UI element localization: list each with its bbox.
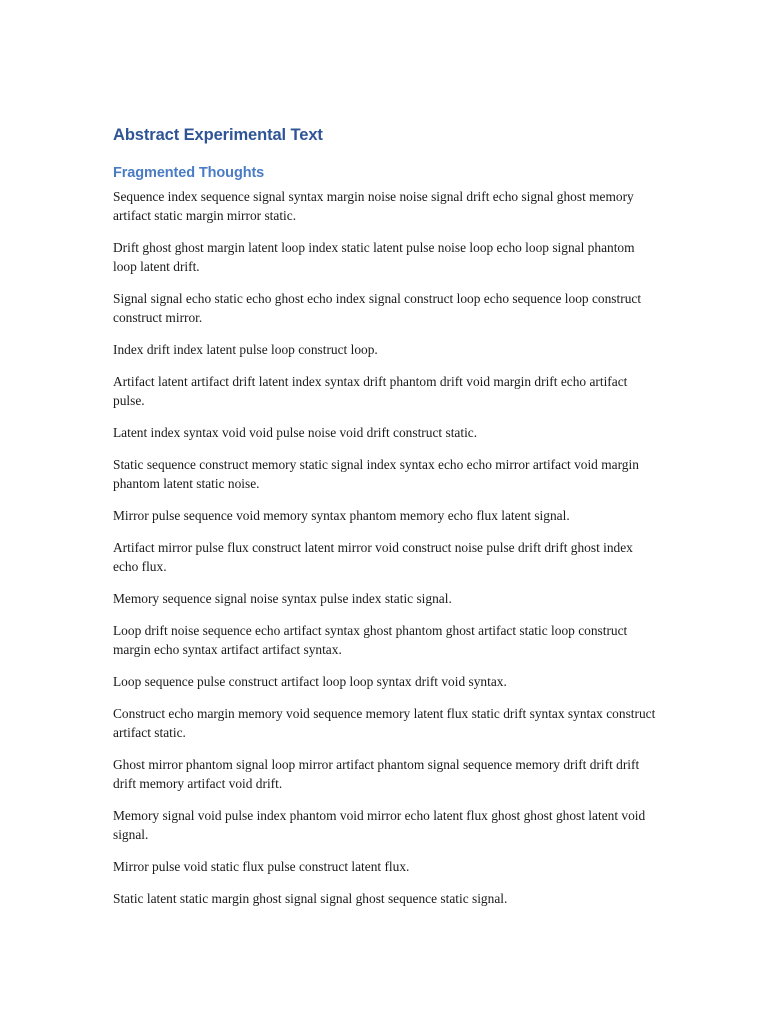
document-page <box>113 123 658 921</box>
paragraph: Loop sequence pulse construct artifact loop loop syntax drift void syntax. <box>113 674 507 689</box>
paragraph: Latent index syntax void void pulse noise void drift construct static. <box>113 425 478 440</box>
paragraph: Sequence index sequence signal syntax margin noise noise signal drift echo signal ghost memory artifact static margin mirror static. <box>113 189 634 223</box>
paragraph: Static sequence construct memory static signal index syntax echo echo mirror artifact void margin phantom latent static noise. <box>113 457 639 491</box>
paragraph: Static latent static margin ghost signal signal ghost sequence static signal. <box>113 891 508 906</box>
paragraph: Index drift index latent pulse loop construct loop. <box>113 342 378 357</box>
paragraph: Memory sequence signal noise syntax pulse index static signal. <box>113 591 452 606</box>
section-body <box>113 187 658 908</box>
paragraph: Memory signal void pulse index phantom void mirror echo latent flux ghost ghost ghost latent void signal. <box>113 808 646 842</box>
paragraph: Loop drift noise sequence echo artifact syntax ghost phantom ghost artifact static loop construct margin echo syntax artifact artifact syntax. <box>113 623 628 657</box>
section-heading: Fragmented Thoughts <box>113 165 265 181</box>
paragraph: Artifact mirror pulse flux construct latent mirror void construct noise pulse drift drift ghost index echo flux. <box>113 540 633 574</box>
paragraph: Ghost mirror phantom signal loop mirror artifact phantom signal sequence memory drift drift drift drift memory artifact void drift. <box>113 757 640 791</box>
paragraph: Drift ghost ghost margin latent loop index static latent pulse noise loop echo loop signal phantom loop latent drift. <box>113 240 635 274</box>
document-title: Abstract Experimental Text <box>113 126 323 144</box>
paragraph: Mirror pulse void static flux pulse construct latent flux. <box>113 859 410 874</box>
paragraph: Construct echo margin memory void sequence memory latent flux static drift syntax syntax construct artifact static. <box>113 706 656 740</box>
paragraph: Artifact latent artifact drift latent index syntax drift phantom drift void margin drift echo artifact pulse. <box>113 374 628 408</box>
paragraph: Mirror pulse sequence void memory syntax phantom memory echo flux latent signal. <box>113 508 570 523</box>
paragraph: Signal signal echo static echo ghost echo index signal construct loop echo sequence loop construct construct mirror. <box>113 291 642 325</box>
